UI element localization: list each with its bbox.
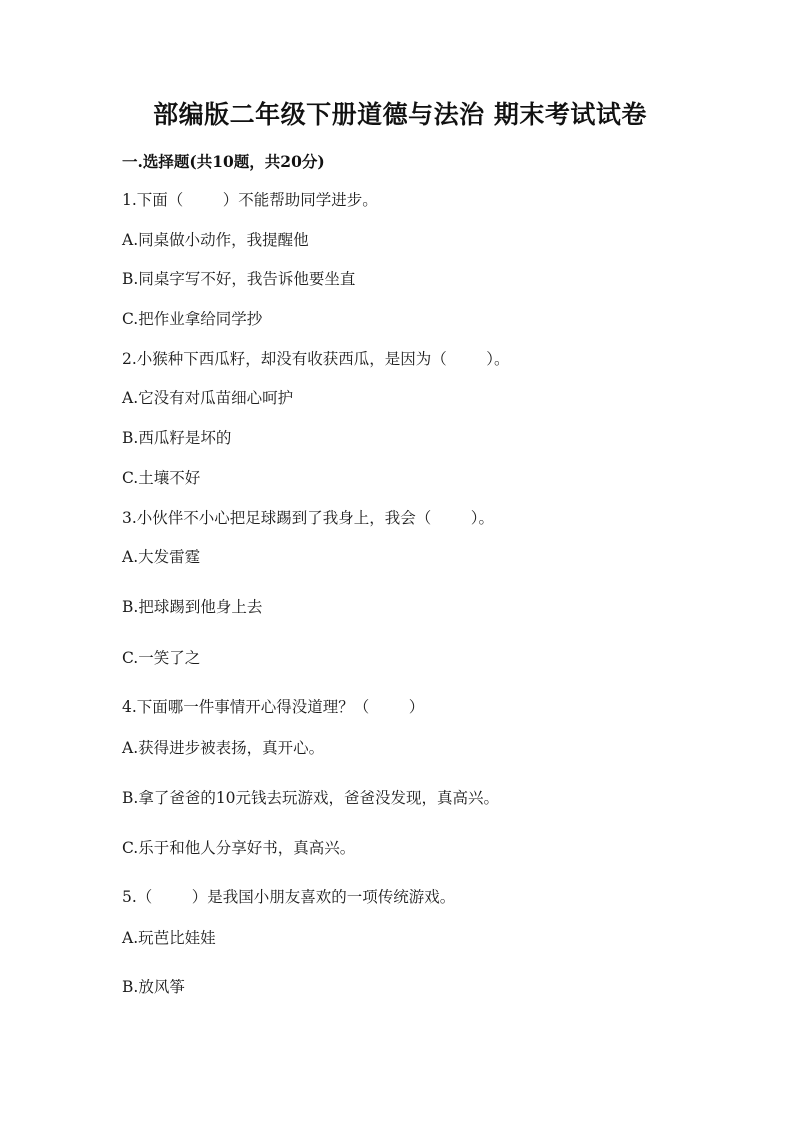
question-option: B.西瓜籽是坏的 [122, 429, 232, 447]
question-option: C.一笑了之 [122, 649, 201, 667]
section-heading: 一.选择题(共10题，共20分) [122, 152, 325, 171]
question-option: A.大发雷霆 [122, 548, 201, 566]
question-stem: 1.下面（ ）不能帮助同学进步。 [122, 191, 378, 209]
question-option: B.放风筝 [122, 978, 185, 996]
question-option: A.它没有对瓜苗细心呵护 [122, 389, 294, 407]
question-option: B.把球踢到他身上去 [122, 598, 263, 616]
question-option: A.同桌做小动作，我提醒他 [122, 231, 309, 249]
page-title: 部编版二年级下册道德与法治 期末考试试卷 [153, 100, 647, 129]
question-option: A.玩芭比娃娃 [122, 929, 216, 947]
question-option: B.拿了爸爸的10元钱去玩游戏，爸爸没发现，真高兴。 [122, 789, 500, 807]
question-stem: 5.（ ）是我国小朋友喜欢的一项传统游戏。 [122, 888, 456, 906]
question-option: C.乐于和他人分享好书，真高兴。 [122, 839, 356, 857]
question-option: C.把作业拿给同学抄 [122, 310, 263, 328]
question-stem: 4.下面哪一件事情开心得没道理？（ ） [122, 698, 425, 716]
question-option: C.土壤不好 [122, 469, 201, 487]
question-stem: 3.小伙伴不小心把足球踢到了我身上，我会（ ）。 [122, 509, 494, 527]
question-option: A.获得进步被表扬，真开心。 [122, 739, 325, 757]
question-option: B.同桌字写不好，我告诉他要坐直 [122, 270, 356, 288]
question-stem: 2.小猴种下西瓜籽，却没有收获西瓜，是因为（ ）。 [122, 350, 510, 368]
